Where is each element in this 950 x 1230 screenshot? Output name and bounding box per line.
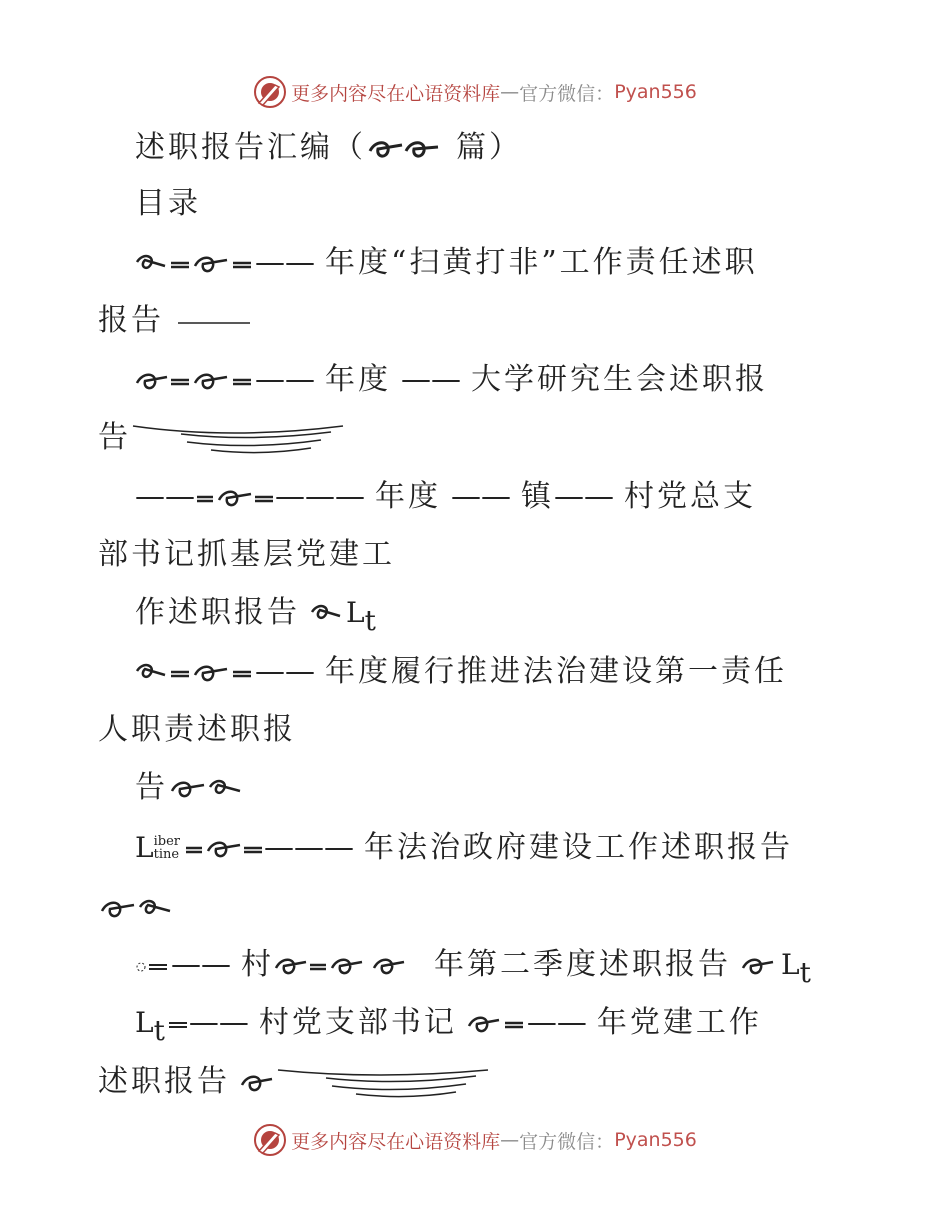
dashes: —— [171, 947, 231, 982]
entry-3-text-d: 部书记抓基层党建工 [98, 537, 395, 572]
ornament-icon [135, 950, 171, 980]
entry-3-town: 镇 [521, 479, 554, 514]
toc-entry-4-cont2 [135, 768, 246, 808]
toc-entry-6 [135, 945, 811, 989]
ornament-icon [135, 657, 255, 687]
ornament-icon [135, 365, 255, 395]
title-part-b: 篇） [456, 130, 522, 165]
toc-entry-5-cont [98, 888, 176, 928]
dashes: —— [188, 1005, 249, 1040]
entry-6-text: 年第二季度述职报告 [434, 947, 731, 982]
ornament-icon [165, 1008, 189, 1038]
entry-6-village: 村 [241, 947, 274, 982]
ornament-icon [168, 773, 246, 803]
ornament-icon [741, 950, 781, 980]
entry-2-text: 大学研究生会述职报 [471, 362, 768, 397]
pen-logo-icon [253, 75, 287, 109]
toc-entry-7 [135, 1003, 762, 1047]
ornament-icon [195, 482, 275, 512]
glyph-t: t [799, 956, 811, 989]
entry-3-year: 年度 [375, 479, 441, 514]
ornament-icon [98, 893, 176, 923]
entry-7-text: 村党支部书记 [258, 1005, 457, 1040]
toc-label [135, 184, 201, 224]
ornament-icon [184, 833, 264, 863]
dashes: —— [255, 245, 315, 280]
ornament-icon [274, 950, 424, 980]
entry-3-text: 村党总支 [624, 479, 756, 514]
dashes: ——— [275, 479, 365, 514]
entry-3-text-e: 作述职报告 [135, 595, 300, 630]
toc-entry-1-cont [98, 301, 254, 341]
toc-entry-4-cont [98, 710, 296, 750]
dashes: —— [135, 479, 195, 514]
toc-label-text: 目录 [135, 186, 201, 221]
entry-2-year: 年度 [325, 362, 391, 397]
ornament-icon [135, 248, 255, 278]
footer-banner [0, 1120, 950, 1160]
toc-entry-4 [135, 652, 787, 692]
doc-title [135, 128, 522, 168]
glyph-t: t [364, 604, 376, 637]
dashes: —— [526, 1005, 587, 1040]
dashes: —— [451, 479, 511, 514]
glyph-L: L [346, 596, 365, 629]
title-part-a: 述职报告汇编（ [135, 130, 366, 165]
footer-wechat-label: 官方微信： [519, 1130, 615, 1153]
dashes: —— [401, 362, 461, 397]
pen-logo-icon [253, 1123, 287, 1157]
entry-7-text-c: 述职报告 [98, 1064, 230, 1099]
ornament-icon [467, 1008, 527, 1038]
toc-entry-1 [135, 243, 758, 283]
dashes: ——— [263, 830, 354, 865]
entry-2-text-c: 告 [98, 420, 131, 455]
glyph-L: L [135, 831, 154, 864]
wavy-rule-icon [131, 420, 346, 456]
header-banner [0, 72, 950, 112]
wavy-rule-icon [276, 1064, 491, 1100]
toc-entry-2 [135, 360, 768, 400]
entry-7-text-b: 年党建工作 [596, 1005, 762, 1040]
glyph-tine: tine [153, 847, 180, 862]
dashes: —— [554, 479, 614, 514]
toc-entry-3 [135, 477, 756, 517]
entry-4-text: 年度履行推进法治建设第一责任 [325, 654, 787, 689]
underline-rule-icon [174, 311, 254, 331]
ornament-icon [310, 598, 346, 628]
footer-dash: — [500, 1129, 520, 1151]
toc-entry-5 [135, 828, 793, 868]
glyph-L: L [781, 948, 800, 981]
entry-4-text-c: 告 [135, 770, 168, 805]
ornament-icon [240, 1067, 276, 1097]
header-wechat-label: 官方微信： [519, 82, 615, 105]
glyph-iber: iber [153, 834, 180, 849]
dashes: —— [255, 654, 315, 689]
footer-account: Pyan556 [614, 1129, 697, 1151]
toc-entry-7-cont [98, 1062, 491, 1102]
entry-1-text-b: 报告 [98, 303, 164, 338]
header-dash: — [500, 81, 520, 103]
entry-5-text: 年法治政府建设工作述职报告 [363, 830, 793, 865]
entry-4-text-b: 人职责述职报 [98, 712, 296, 747]
footer-brand-text: 更多内容尽在心语资料库 [291, 1130, 501, 1153]
glyph-t: t [153, 1014, 165, 1047]
dashes: —— [255, 362, 315, 397]
toc-entry-2-cont [98, 418, 346, 458]
toc-entry-3-cont2 [135, 593, 376, 637]
toc-entry-3-cont [98, 535, 395, 575]
header-account: Pyan556 [614, 81, 697, 103]
entry-1-text: 年度“扫黄打非”工作责任述职 [325, 245, 758, 280]
header-brand-text: 更多内容尽在心语资料库 [291, 82, 501, 105]
glyph-L: L [135, 1006, 154, 1039]
ornament-icon [366, 133, 446, 163]
